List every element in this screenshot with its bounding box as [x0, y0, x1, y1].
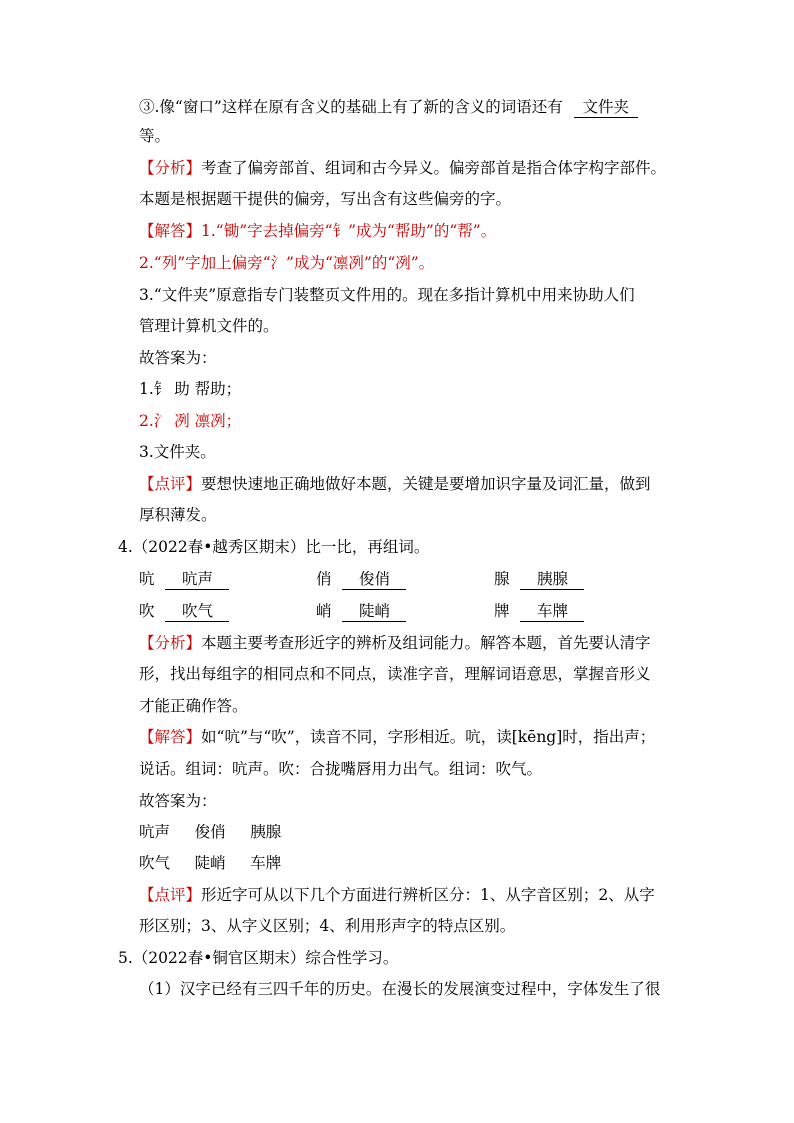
q3-analysis-text1: 考查了偏旁部首、组词和古今异义。偏旁部首是指合体字构字部件。 — [201, 159, 667, 177]
q4-pair-r1c1 — [139, 568, 229, 590]
q4-pair-r2c3 — [494, 600, 584, 622]
q4-char: 吭 — [139, 570, 155, 588]
q5-stem: 5.（2022春•铜官区期末）综合性学习。 — [118, 949, 399, 967]
comment-tag: 【点评】 — [139, 475, 202, 493]
q3-comment-text1: 要想快速地正确地做好本题，关键是要增加识字量及词汇量，做到 — [201, 475, 651, 493]
q3-analysis-line2: 本题是根据题干提供的偏旁，写出含有这些偏旁的字。 — [139, 190, 512, 208]
q3-item3-blank: 文件夹 — [574, 97, 638, 118]
q4-stem: 4.（2022春•越秀区期末）比一比，再组词。 — [118, 538, 430, 556]
q3-final2: 2.氵 冽 凛冽； — [139, 412, 242, 430]
q3-analysis-line1 — [139, 157, 666, 179]
q4-char: 吹 — [139, 602, 155, 620]
q4-analysis-line1 — [139, 632, 651, 654]
q3-final3: 3.文件夹。 — [139, 443, 216, 461]
q3-answer-line2: 2.“列”字加上偏旁“氵”成为“凛冽”的“冽”。 — [139, 254, 435, 272]
answer-tag: 【解答】 — [139, 728, 202, 746]
q3-item3-line — [139, 96, 638, 118]
q4-comment-line1 — [139, 884, 655, 906]
q4-comment-text1: 形近字可从以下几个方面进行辨析区分：1、从字音区别；2、从字 — [201, 886, 655, 904]
q4-analysis-line2: 形，找出每组字的相同点和不同点，读准字音，理解词语意思，掌握音形义 — [139, 665, 651, 683]
q4-char: 峭 — [316, 602, 332, 620]
q4-answer-blank: 吹气 — [165, 601, 229, 622]
q4-char: 牌 — [494, 602, 510, 620]
q4-answer-blank: 胰腺 — [520, 569, 584, 590]
q4-pair-r2c2 — [316, 600, 406, 622]
q4-final-row2: 吹气 陡峭 车牌 — [139, 854, 282, 872]
q3-comment-line1 — [139, 473, 651, 495]
q4-final-row1: 吭声 俊俏 胰腺 — [139, 823, 282, 841]
q4-pair-r1c2 — [316, 568, 406, 590]
q3-final-label: 故答案为： — [139, 349, 217, 367]
q4-comment-line2: 形区别；3、从字义区别；4、利用形声字的特点区别。 — [139, 917, 516, 935]
q3-answer-line1 — [139, 220, 496, 242]
q4-answer-blank: 陡峭 — [342, 601, 406, 622]
analysis-tag: 【分析】 — [139, 159, 202, 177]
q4-pair-r2c1 — [139, 600, 229, 622]
q5-sub1: （1）汉字已经有三四千年的历史。在漫长的发展演变过程中，字体发生了很 — [139, 980, 661, 998]
q4-answer-line1 — [139, 726, 655, 748]
q4-answer-blank: 吭声 — [165, 569, 229, 590]
q4-answer-blank: 车牌 — [520, 601, 584, 622]
q3-final1: 1.钅 助 帮助； — [139, 380, 242, 398]
comment-tag: 【点评】 — [139, 886, 202, 904]
q4-answer-text1: 如“吭”与“吹”，读音不同，字形相近。吭，读[kēng]时，指出声； — [201, 728, 656, 746]
q4-final-label: 故答案为： — [139, 792, 217, 810]
q4-pair-r1c3 — [494, 568, 584, 590]
q4-char: 俏 — [316, 570, 332, 588]
analysis-tag: 【分析】 — [139, 634, 202, 652]
q3-answer-line4: 管理计算机文件的。 — [139, 317, 279, 335]
answer-tag: 【解答】 — [139, 222, 202, 240]
q4-answer-line2: 说话。组词：吭声。吹：合拢嘴唇用力出气。组词：吹气。 — [139, 760, 543, 778]
q3-answer-text1: 1.“锄”字去掉偏旁“钅”成为“帮助”的“帮”。 — [201, 222, 497, 240]
q3-item3-suffix: 等。 — [139, 127, 171, 145]
q4-analysis-text1: 本题主要考查形近字的辨析及组词能力。解答本题，首先要认清字 — [201, 634, 651, 652]
q3-answer-line3: 3.“文件夹”原意指专门装整页文件用的。现在多指计算机中用来协助人们 — [139, 286, 635, 304]
q3-comment-line2: 厚积薄发。 — [139, 506, 217, 524]
q4-answer-blank: 俊俏 — [342, 569, 406, 590]
q3-item3-prefix: ③.像“窗口”这样在原有含义的基础上有了新的含义的词语还有 — [139, 98, 563, 116]
q4-char: 腺 — [494, 570, 510, 588]
q4-analysis-line3: 才能正确作答。 — [139, 697, 248, 715]
